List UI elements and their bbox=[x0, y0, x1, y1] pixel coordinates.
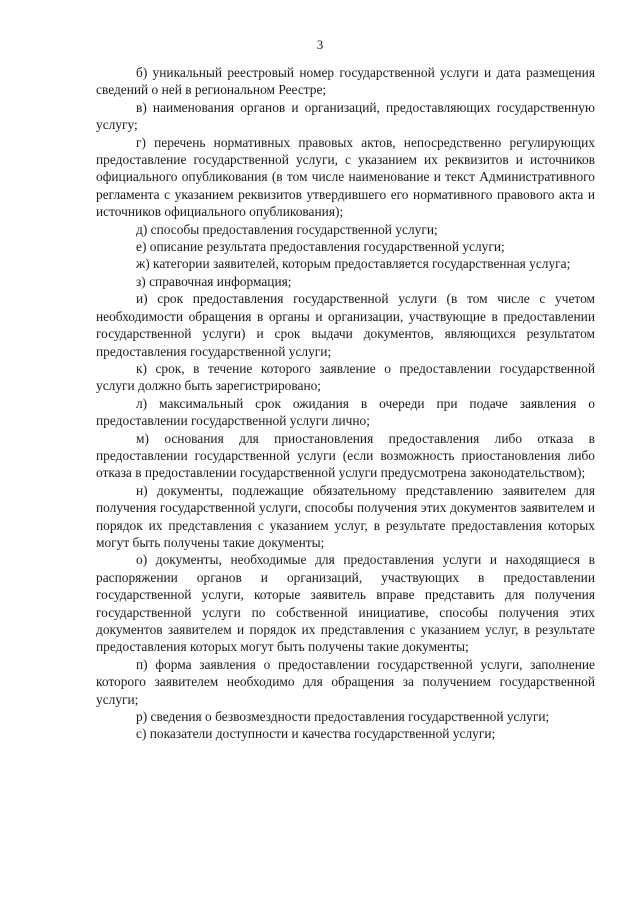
list-item-s: с) показатели доступности и качества государственной услуги; bbox=[136, 726, 496, 742]
list-item-d: д) способы предоставления государственной услуги; bbox=[136, 221, 438, 237]
list-item-n: н) документы, подлежащие обязательному представлению заявителем для получения государственной услуги, способы получения этих документов заявителем и порядок их представления с указанием услуг, в результате предоставления которых могут быть получены такие документы; bbox=[96, 482, 595, 550]
list-item-o: о) документы, необходимые для предоставления услуги и находящиеся в распоряжении органов и организаций, участвующих в предоставлении государственной услуги, которые заявитель вправе представить для получения государственной услуги по собственной инициативе, способы получения этих документов заявителем и порядок их представления с указанием услуг, в результате предоставления которых могут быть получены такие документы; bbox=[96, 552, 595, 655]
list-item-i: и) срок предоставления государственной услуги (в том числе с учетом необходимости обращения в органы и организации, участвующие в предоставлении государственной услуги) и срок выдачи документов, являющихся результатом предоставления государственной услуги; bbox=[96, 291, 595, 359]
page-number: 3 bbox=[316, 37, 324, 52]
list-item-b: б) уникальный реестровый номер государственной услуги и дата размещения сведений о ней в региональном Реестре; bbox=[96, 65, 595, 98]
list-item-zh: ж) категории заявителей, которым предоставляется государственная услуга; bbox=[136, 256, 571, 272]
list-item-m: м) основания для приостановления предоставления либо отказа в предоставлении государственной услуги (если возможность приостановления либо отказа в предоставлении государственной услуги предусмотрена законодательством); bbox=[96, 430, 595, 481]
document-body bbox=[96, 64, 595, 743]
list-item-g: г) перечень нормативных правовых актов, непосредственно регулирующих предоставление государственной услуги, с указанием их реквизитов и источников официального опубликования (в том числе наименование и текст Административного регламента с указанием реквизитов утвердившего его нормативного правового акта и источников официального опубликования); bbox=[96, 134, 595, 220]
list-item-l: л) максимальный срок ожидания в очереди при подаче заявления о предоставлении государственной услуги лично; bbox=[96, 395, 595, 429]
list-item-p: п) форма заявления о предоставлении государственной услуги, заполнение которого заявителем необходимо для обращения за получением государственной услуги; bbox=[96, 656, 595, 707]
list-item-k: к) срок, в течение которого заявление о предоставлении государственной услуги должно быть зарегистрировано; bbox=[96, 360, 595, 394]
list-item-e: е) описание результата предоставления государственной услуги; bbox=[136, 239, 505, 255]
list-item-r: р) сведения о безвозмездности предоставления государственной услуги; bbox=[136, 709, 550, 725]
list-item-z: з) справочная информация; bbox=[136, 273, 292, 289]
list-item-v: в) наименования органов и организаций, предоставляющих государственную услугу; bbox=[96, 99, 595, 133]
